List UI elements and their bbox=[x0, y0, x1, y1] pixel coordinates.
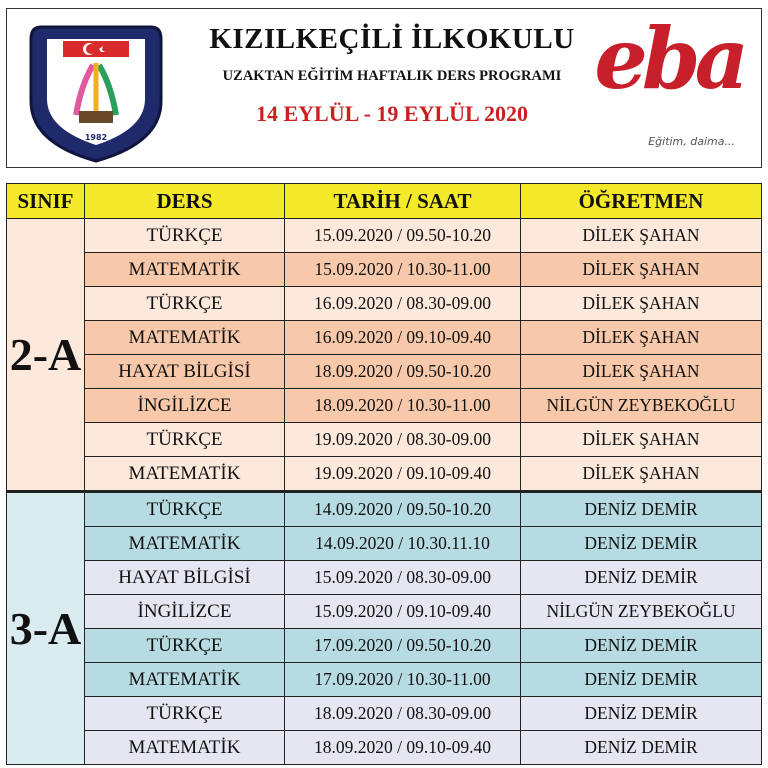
eba-tagline: Eğitim, daima... bbox=[648, 135, 735, 148]
table-row bbox=[7, 423, 762, 457]
tarih-cell: 14.09.2020 / 09.50-10.20 bbox=[285, 492, 521, 527]
ders-cell: MATEMATİK bbox=[85, 527, 285, 561]
tarih-cell: 18.09.2020 / 09.10-09.40 bbox=[285, 731, 521, 765]
header-panel bbox=[6, 8, 762, 168]
class-label-2a: 2-A bbox=[7, 219, 85, 492]
table-row bbox=[7, 321, 762, 355]
table-row bbox=[7, 697, 762, 731]
tarih-cell: 14.09.2020 / 10.30.11.10 bbox=[285, 527, 521, 561]
table-header-row bbox=[7, 184, 762, 219]
ogretmen-cell: DİLEK ŞAHAN bbox=[521, 355, 762, 389]
ogretmen-cell: NİLGÜN ZEYBEKOĞLU bbox=[521, 389, 762, 423]
table-row bbox=[7, 219, 762, 253]
school-logo bbox=[21, 15, 171, 165]
ogretmen-cell: DİLEK ŞAHAN bbox=[521, 253, 762, 287]
table-row bbox=[7, 457, 762, 492]
table-row bbox=[7, 253, 762, 287]
ogretmen-cell: DİLEK ŞAHAN bbox=[521, 457, 762, 492]
ders-cell: MATEMATİK bbox=[85, 731, 285, 765]
ders-cell: HAYAT BİLGİSİ bbox=[85, 355, 285, 389]
ders-cell: TÜRKÇE bbox=[85, 492, 285, 527]
tarih-cell: 15.09.2020 / 09.50-10.20 bbox=[285, 219, 521, 253]
table-row bbox=[7, 355, 762, 389]
tarih-cell: 15.09.2020 / 10.30-11.00 bbox=[285, 253, 521, 287]
title-block bbox=[177, 9, 607, 127]
tarih-cell: 15.09.2020 / 09.10-09.40 bbox=[285, 595, 521, 629]
class-label-3a: 3-A bbox=[7, 492, 85, 765]
ogretmen-cell: NİLGÜN ZEYBEKOĞLU bbox=[521, 595, 762, 629]
table-row bbox=[7, 663, 762, 697]
ders-cell: MATEMATİK bbox=[85, 321, 285, 355]
tarih-cell: 18.09.2020 / 10.30-11.00 bbox=[285, 389, 521, 423]
ogretmen-cell: DENİZ DEMİR bbox=[521, 492, 762, 527]
ogretmen-cell: DİLEK ŞAHAN bbox=[521, 287, 762, 321]
table-row bbox=[7, 389, 762, 423]
svg-text:1982: 1982 bbox=[84, 133, 108, 142]
ogretmen-cell: DENİZ DEMİR bbox=[521, 561, 762, 595]
tarih-cell: 17.09.2020 / 10.30-11.00 bbox=[285, 663, 521, 697]
ders-cell: HAYAT BİLGİSİ bbox=[85, 561, 285, 595]
table-row bbox=[7, 287, 762, 321]
ders-cell: TÜRKÇE bbox=[85, 219, 285, 253]
ogretmen-cell: DENİZ DEMİR bbox=[521, 697, 762, 731]
ders-cell: TÜRKÇE bbox=[85, 287, 285, 321]
ders-cell: TÜRKÇE bbox=[85, 697, 285, 731]
ogretmen-cell: DİLEK ŞAHAN bbox=[521, 321, 762, 355]
header-ders: DERS bbox=[85, 184, 285, 219]
header-ogretmen: ÖĞRETMEN bbox=[521, 184, 762, 219]
table-row bbox=[7, 595, 762, 629]
ders-cell: MATEMATİK bbox=[85, 457, 285, 492]
table-row bbox=[7, 629, 762, 663]
ders-cell: İNGİLİZCE bbox=[85, 389, 285, 423]
ders-cell: TÜRKÇE bbox=[85, 629, 285, 663]
eba-logo-text: eba bbox=[594, 9, 743, 108]
ders-cell: MATEMATİK bbox=[85, 663, 285, 697]
tarih-cell: 19.09.2020 / 08.30-09.00 bbox=[285, 423, 521, 457]
tarih-cell: 15.09.2020 / 08.30-09.00 bbox=[285, 561, 521, 595]
schedule-table bbox=[6, 183, 762, 765]
eba-logo bbox=[594, 9, 749, 162]
ders-cell: MATEMATİK bbox=[85, 253, 285, 287]
ogretmen-cell: DENİZ DEMİR bbox=[521, 663, 762, 697]
ogretmen-cell: DENİZ DEMİR bbox=[521, 731, 762, 765]
ogretmen-cell: DİLEK ŞAHAN bbox=[521, 219, 762, 253]
date-range: 14 EYLÜL - 19 EYLÜL 2020 bbox=[256, 101, 528, 126]
table-row bbox=[7, 561, 762, 595]
header-tarih-saat: TARİH / SAAT bbox=[285, 184, 521, 219]
tarih-cell: 16.09.2020 / 09.10-09.40 bbox=[285, 321, 521, 355]
tarih-cell: 19.09.2020 / 09.10-09.40 bbox=[285, 457, 521, 492]
table-row bbox=[7, 492, 762, 527]
header-sinif: SINIF bbox=[7, 184, 85, 219]
table-row bbox=[7, 527, 762, 561]
ders-cell: İNGİLİZCE bbox=[85, 595, 285, 629]
program-title: UZAKTAN EĞİTİM HAFTALIK DERS PROGRAMI bbox=[222, 68, 562, 84]
ders-cell: TÜRKÇE bbox=[85, 423, 285, 457]
tarih-cell: 18.09.2020 / 08.30-09.00 bbox=[285, 697, 521, 731]
ogretmen-cell: DENİZ DEMİR bbox=[521, 527, 762, 561]
ogretmen-cell: DİLEK ŞAHAN bbox=[521, 423, 762, 457]
ogretmen-cell: DENİZ DEMİR bbox=[521, 629, 762, 663]
tarih-cell: 16.09.2020 / 08.30-09.00 bbox=[285, 287, 521, 321]
tarih-cell: 17.09.2020 / 09.50-10.20 bbox=[285, 629, 521, 663]
school-name: KIZILKEÇİLİ İLKOKULU bbox=[209, 23, 575, 55]
tarih-cell: 18.09.2020 / 09.50-10.20 bbox=[285, 355, 521, 389]
table-row bbox=[7, 731, 762, 765]
